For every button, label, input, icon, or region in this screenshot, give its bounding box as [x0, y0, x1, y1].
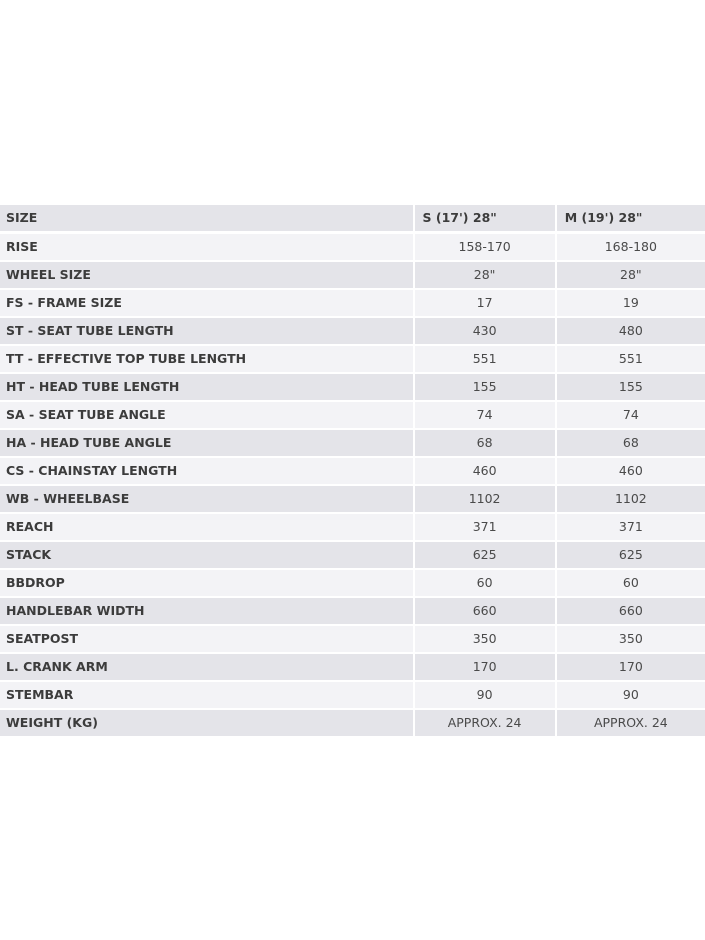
row-value-s: 660 — [415, 598, 557, 626]
row-value-s: 1102 — [415, 486, 557, 514]
row-label: TT - EFFECTIVE TOP TUBE LENGTH — [0, 346, 415, 374]
row-label: HT - HEAD TUBE LENGTH — [0, 374, 415, 402]
row-label: HA - HEAD TUBE ANGLE — [0, 430, 415, 458]
row-value-m: 60 — [557, 570, 705, 598]
row-value-m: 74 — [557, 402, 705, 430]
row-label: RISE — [0, 234, 415, 262]
header-size-m: M (19') 28" — [557, 205, 705, 234]
table-header-row — [0, 205, 705, 234]
table-row — [0, 234, 705, 262]
table-row — [0, 486, 705, 514]
table-row — [0, 710, 705, 738]
row-value-s: 460 — [415, 458, 557, 486]
row-value-s: APPROX. 24 — [415, 710, 557, 738]
geometry-table — [0, 205, 705, 738]
row-value-m: APPROX. 24 — [557, 710, 705, 738]
table-row — [0, 514, 705, 542]
table-row — [0, 570, 705, 598]
header-size-label: SIZE — [0, 205, 415, 234]
row-label: SEATPOST — [0, 626, 415, 654]
row-value-m: 480 — [557, 318, 705, 346]
row-value-s: 350 — [415, 626, 557, 654]
row-value-s: 551 — [415, 346, 557, 374]
row-value-m: 90 — [557, 682, 705, 710]
table-row — [0, 402, 705, 430]
row-label: ST - SEAT TUBE LENGTH — [0, 318, 415, 346]
row-value-m: 660 — [557, 598, 705, 626]
row-label: BBDROP — [0, 570, 415, 598]
row-value-s: 60 — [415, 570, 557, 598]
row-label: REACH — [0, 514, 415, 542]
row-value-s: 430 — [415, 318, 557, 346]
row-value-s: 17 — [415, 290, 557, 318]
row-label: FS - FRAME SIZE — [0, 290, 415, 318]
row-label: WEIGHT (KG) — [0, 710, 415, 738]
row-value-m: 460 — [557, 458, 705, 486]
table-row — [0, 374, 705, 402]
row-value-m: 625 — [557, 542, 705, 570]
row-label: L. CRANK ARM — [0, 654, 415, 682]
row-value-s: 68 — [415, 430, 557, 458]
row-value-m: 371 — [557, 514, 705, 542]
row-value-m: 350 — [557, 626, 705, 654]
row-value-s: 625 — [415, 542, 557, 570]
row-value-s: 74 — [415, 402, 557, 430]
row-value-m: 551 — [557, 346, 705, 374]
row-label: STEMBAR — [0, 682, 415, 710]
table-row — [0, 458, 705, 486]
table-row — [0, 346, 705, 374]
row-value-s: 158-170 — [415, 234, 557, 262]
row-label: STACK — [0, 542, 415, 570]
row-value-s: 170 — [415, 654, 557, 682]
row-value-m: 28" — [557, 262, 705, 290]
table-row — [0, 654, 705, 682]
row-value-s: 90 — [415, 682, 557, 710]
table-row — [0, 318, 705, 346]
table-row — [0, 262, 705, 290]
row-label: HANDLEBAR WIDTH — [0, 598, 415, 626]
table-row — [0, 430, 705, 458]
row-label: CS - CHAINSTAY LENGTH — [0, 458, 415, 486]
row-value-s: 371 — [415, 514, 557, 542]
row-value-m: 170 — [557, 654, 705, 682]
header-size-s: S (17') 28" — [415, 205, 557, 234]
table-row — [0, 290, 705, 318]
row-value-m: 155 — [557, 374, 705, 402]
table-row — [0, 542, 705, 570]
row-value-m: 68 — [557, 430, 705, 458]
row-value-m: 19 — [557, 290, 705, 318]
row-label: WHEEL SIZE — [0, 262, 415, 290]
table-row — [0, 626, 705, 654]
row-label: WB - WHEELBASE — [0, 486, 415, 514]
row-label: SA - SEAT TUBE ANGLE — [0, 402, 415, 430]
row-value-m: 168-180 — [557, 234, 705, 262]
row-value-s: 28" — [415, 262, 557, 290]
table-row — [0, 682, 705, 710]
table-row — [0, 598, 705, 626]
row-value-m: 1102 — [557, 486, 705, 514]
row-value-s: 155 — [415, 374, 557, 402]
